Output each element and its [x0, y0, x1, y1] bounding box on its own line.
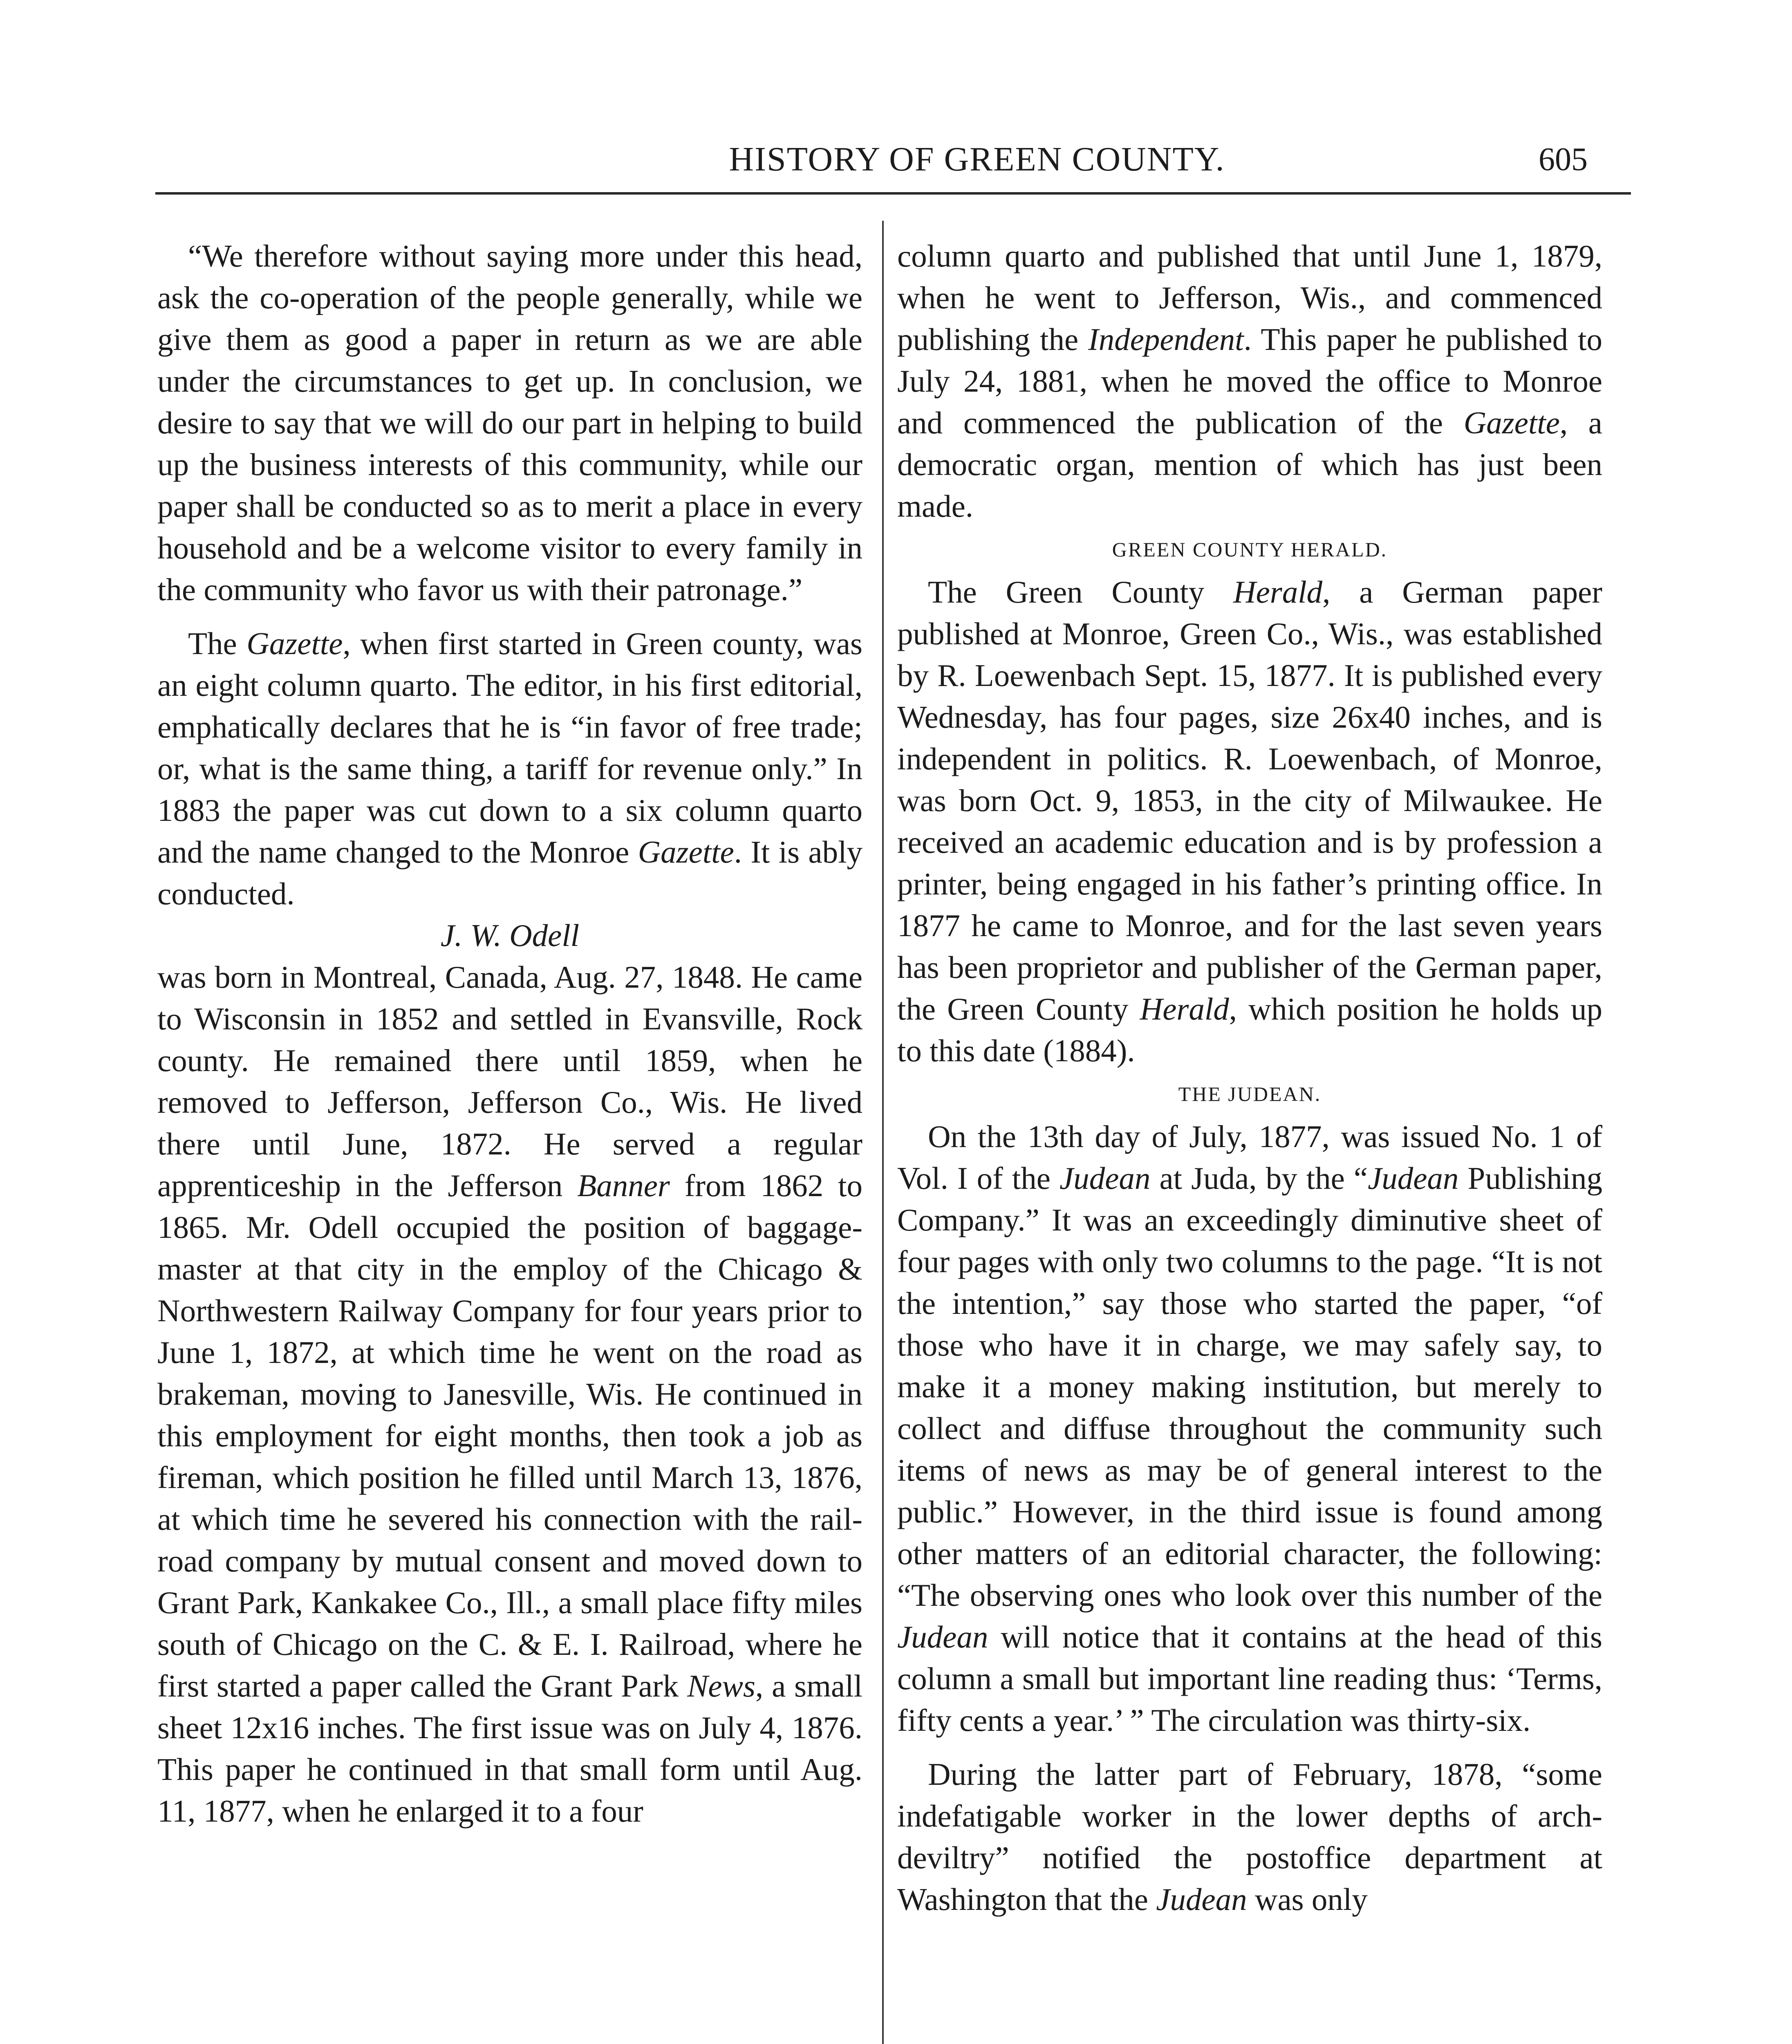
text-run: was born in Montreal, Canada, Aug. 27, 1848. He came to Wisconsin in 1852 and settled in Evansville, Rock county. He remained there until 1859, when he removed to Jefferson, Jefferson Co., Wis. He lived there until June, 1872. He served a regular apprenticeship in the Jefferson	[157, 959, 862, 1203]
text-run: , which position he holds up to this date (1884).	[897, 991, 1603, 1068]
text-run: On the 13th day of July, 1877, was issued No. 1 of Vol. I of the	[897, 1119, 1602, 1196]
text-run: , a democratic organ, mention of which has just been made.	[897, 405, 1602, 524]
text-run: was only	[1247, 1882, 1368, 1917]
text-run: The Green County	[928, 574, 1233, 610]
italic-title: Gazette	[1463, 405, 1560, 440]
judean-heading: THE JUDEAN.	[1178, 1083, 1322, 1105]
italic-title: Judean	[1156, 1882, 1247, 1917]
page-number: 605	[1539, 141, 1588, 177]
text-run: , when first started in Green county, was an eight column quarto. The editor, in his first editorial, emphatically declares that he is “in favor of free trade; or, what is the same thing, a tariff for revenue only.” In 1883 the paper was cut down to a six column quarto and the name changed to the Monroe	[157, 626, 862, 870]
italic-title: Independent	[1088, 322, 1244, 357]
header-rule	[155, 192, 1631, 195]
text-run: will notice that it contains at the head of this column a small but important line reading thus: ‘Terms, fifty cents a year.’ ” The circulation was thirty-six.	[897, 1619, 1602, 1738]
column-divider	[882, 221, 884, 2044]
right-column	[897, 235, 1602, 1920]
odell-biography-paragraph	[157, 956, 862, 1832]
editorial-quote-paragraph: “We therefore without saying more under this head, ask the co-operation of the people generally, while we give them as good a paper in return as we are able under the circumstances to get up. In conclusion, we desire to say that we will do our part in helping to build up the business interests of this community, while our paper shall be conducted so as to merit a place in every household and be a welcome visitor to every family in the community who favor us with their patronage.”	[157, 238, 862, 607]
italic-title: Herald	[1140, 991, 1229, 1026]
judean-continuation-paragraph	[897, 1753, 1602, 1920]
text-run: , a small sheet 12x16 inches. The first issue was on July 4, 1876. This paper he continued in that small form until Aug. 11, 1877, when he enlarged it to a four	[157, 1668, 863, 1829]
italic-title: Herald	[1233, 574, 1323, 610]
text-run: . It is ably conducted.	[157, 834, 862, 911]
italic-title: News	[687, 1668, 755, 1703]
italic-title: Banner	[577, 1168, 670, 1203]
odell-heading: J. W. Odell	[440, 918, 580, 953]
herald-paragraph	[897, 571, 1602, 1071]
left-column	[157, 235, 862, 1832]
italic-title: Gazette	[638, 834, 734, 870]
italic-title: Judean	[1368, 1161, 1459, 1196]
odell-continuation-paragraph	[897, 235, 1602, 527]
italic-title: Gazette	[246, 626, 343, 661]
text-run: column quarto and published that until June 1, 1879, when he went to Jefferson, Wis., and commenced publishing the	[897, 238, 1602, 357]
judean-paragraph	[897, 1116, 1602, 1741]
text-run: , a German paper published at Monroe, Green Co., Wis., was established by R. Loewenbach Sept. 15, 1877. It is published every Wednesday, has four pages, size 26x40 inches, and is independent in politics. R. Loewenbach, of Monroe, was born Oct. 9, 1853, in the city of Milwaukee. He received an academic education and is by profession a printer, being engaged in his father’s printing office. In 1877 he came to Monroe, and for the last seven years has been proprietor and publisher of the German paper, the Green County	[897, 574, 1602, 1026]
text-run: During the latter part of February, 1878, “some indefatigable worker in the lower depths of arch-deviltry” notified the postoffice department at Washington that the	[897, 1757, 1602, 1917]
text-run: at Juda, by the “	[1150, 1161, 1368, 1196]
italic-title: Judean	[1060, 1161, 1151, 1196]
text-run: . This paper he published to July 24, 1881, when he moved the office to Monroe and commenced the publication of the	[897, 322, 1602, 440]
text-run: from 1862 to 1865. Mr. Odell occupied the position of baggage-master at that city in the employ of the Chicago & Northwestern Railway Company for four years prior to June 1, 1872, at which time he went on the road as brakeman, moving to Janesville, Wis. He continued in this employment for eight months, then took a job as fireman, which position he filled until March 13, 1876, at which time he severed his connection with the railroad company by mutual consent and moved down to Grant Park, Kankakee Co., Ill., a small place fifty miles south of Chicago on the C. & E. I. Railroad, where he first started a paper called the Grant Park	[157, 1168, 862, 1703]
page-header-title: HISTORY OF GREEN COUNTY.	[729, 140, 1225, 178]
gazette-paragraph	[157, 623, 862, 914]
text-run: Publishing Company.” It was an exceedingly diminutive sheet of four pages with only two columns to the page. “It is not the intention,” say those who started the paper, “of those who have it in charge, we may safely say, to make it a money making institution, but merely to collect and diffuse throughout the community such items of news as may be of general interest to the public.” However, in the third issue is found among other matters of an editorial character, the following: “The observing ones who look over this number of the	[897, 1161, 1602, 1613]
green-county-herald-heading: GREEN COUNTY HERALD.	[1112, 538, 1388, 561]
italic-title: Judean	[897, 1619, 988, 1654]
text-run: The	[188, 626, 247, 661]
